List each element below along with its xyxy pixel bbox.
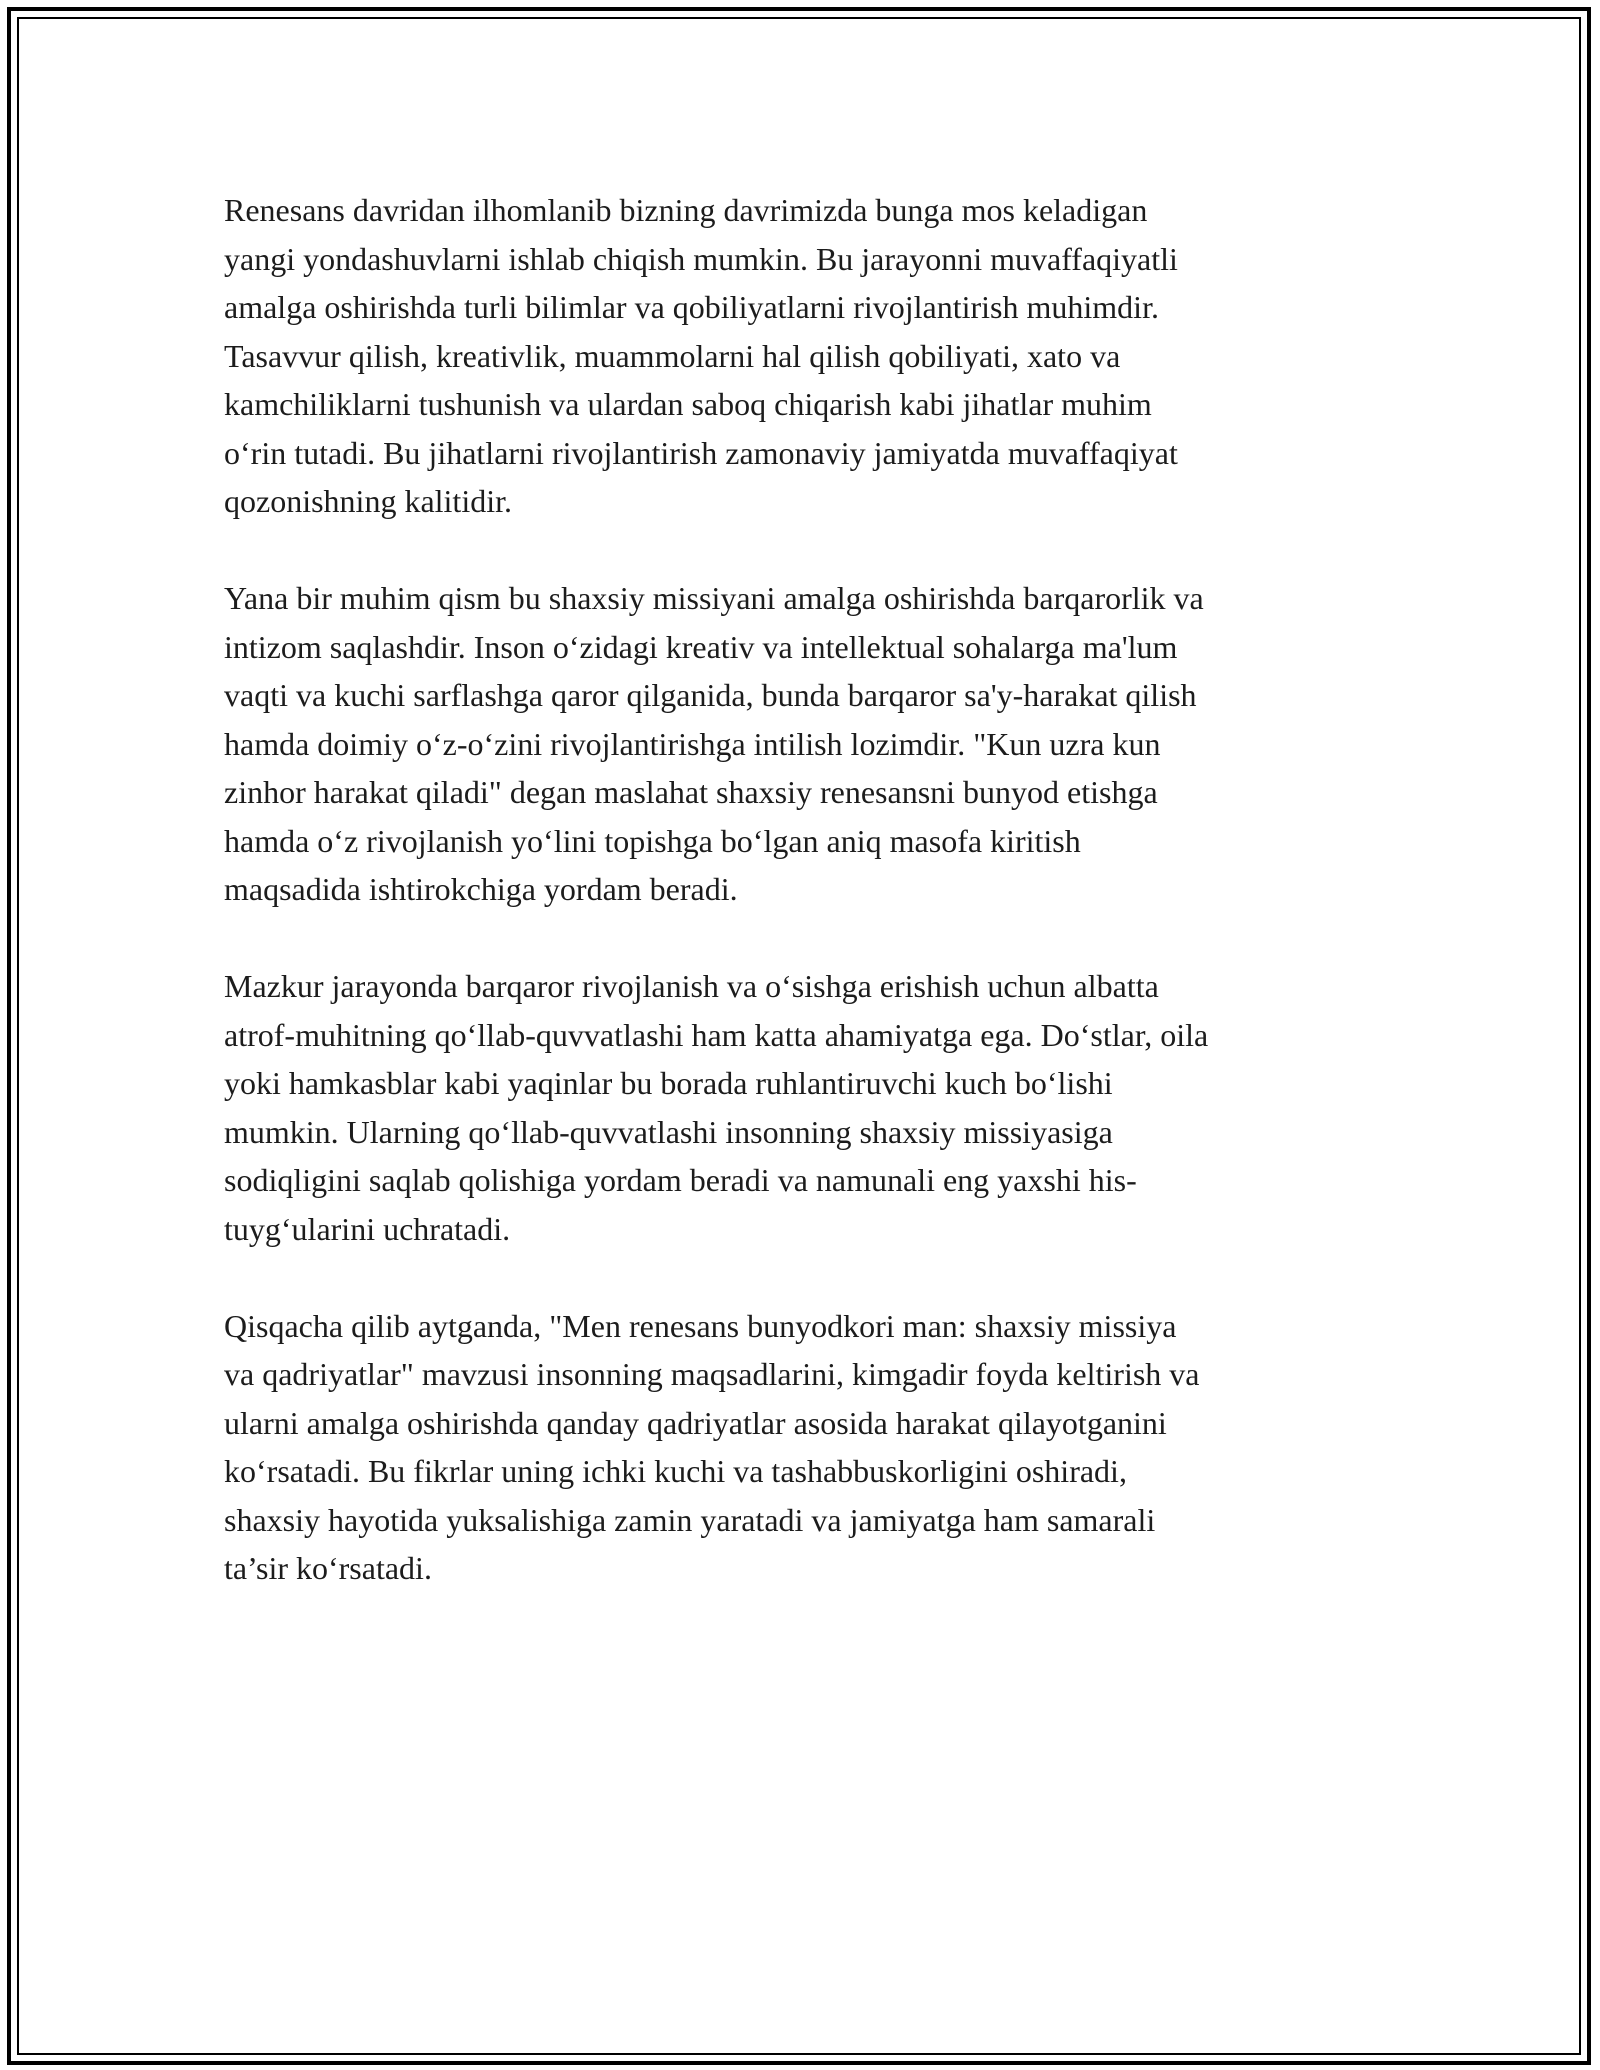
text-line: hamda o‘z rivojlanish yo‘lini topishga bo‘lgan aniq masofa kiritish [224,822,1081,859]
text-line: maqsadida ishtirokchiga yordam beradi. [224,871,738,907]
text-line: intizom saqlashdir. Inson o‘zidagi kreativ va intellektual sohalarga ma'lum [224,628,1178,665]
paragraph-4 [224,1302,1394,1593]
text-line: amalga oshirishda turli bilimlar va qobiliyatlarni rivojlantirish muhimdir. [224,289,1159,325]
text-line: yoki hamkasblar kabi yaqinlar bu borada ruhlantiruvchi kuch bo‘lishi [224,1065,1113,1101]
text-line: mumkin. Ularning qo‘llab-quvvatlashi insonning shaxsiy missiyasiga [224,1113,1113,1150]
document-body [224,186,1394,1641]
paragraph-1 [224,186,1394,526]
text-line: sodiqligini saqlab qolishiga yordam beradi va namunali eng yaxshi his- [224,1162,1137,1198]
text-line: va qadriyatlar" mavzusi insonning maqsadlarini, kimgadir foyda keltirish va [224,1356,1200,1392]
text-line: o‘rin tutadi. Bu jihatlarni rivojlantirish zamonaviy jamiyatda muvaffaqiyat [224,434,1178,471]
text-line: hamda doimiy o‘z-o‘zini rivojlantirishga intilish lozimdir. "Kun uzra kun [224,725,1161,762]
text-line: Mazkur jarayonda barqaror rivojlanish va o‘sishga erishish uchun albatta [224,968,1159,1004]
text-line: qozonishning kalitidir. [224,483,512,519]
text-line: Tasavvur qilish, kreativlik, muammolarni hal qilish qobiliyati, xato va [224,337,1121,374]
text-line: kamchiliklarni tushunish va ulardan saboq chiqarish kabi jihatlar muhim [224,386,1152,422]
text-line: ta’sir ko‘rsatadi. [224,1550,432,1586]
text-line: vaqti va kuchi sarflashga qaror qilganida, bunda barqaror sa'y-harakat qilish [224,677,1197,713]
text-line: Qisqacha qilib aytganda, "Men renesans bunyodkori man: shaxsiy missiya [224,1307,1177,1344]
text-line: atrof-muhitning qo‘llab-quvvatlashi ham katta ahamiyatga ega. Do‘stlar, oila [224,1016,1209,1053]
text-line: tuyg‘ularini uchratadi. [224,1210,511,1247]
paragraph-3 [224,962,1394,1253]
text-line: ko‘rsatadi. Bu fikrlar uning ichki kuchi va tashabbuskorligini oshiradi, [224,1453,1127,1489]
text-line: yangi yondashuvlarni ishlab chiqish mumkin. Bu jarayonni muvaffaqiyatli [224,240,1178,277]
text-line: Yana bir muhim qism bu shaxsiy missiyani amalga oshirishda barqarorlik va [224,580,1204,616]
paragraph-2 [224,574,1394,914]
text-line: ularni amalga oshirishda qanday qadriyatlar asosida harakat qilayotganini [224,1404,1167,1441]
text-line: Renesans davridan ilhomlanib bizning davrimizda bunga mos keladigan [224,192,1148,228]
text-line: shaxsiy hayotida yuksalishiga zamin yaratadi va jamiyatga ham samarali [224,1501,1156,1538]
text-line: zinhor harakat qiladi" degan maslahat shaxsiy renesansni bunyod etishga [224,774,1158,810]
